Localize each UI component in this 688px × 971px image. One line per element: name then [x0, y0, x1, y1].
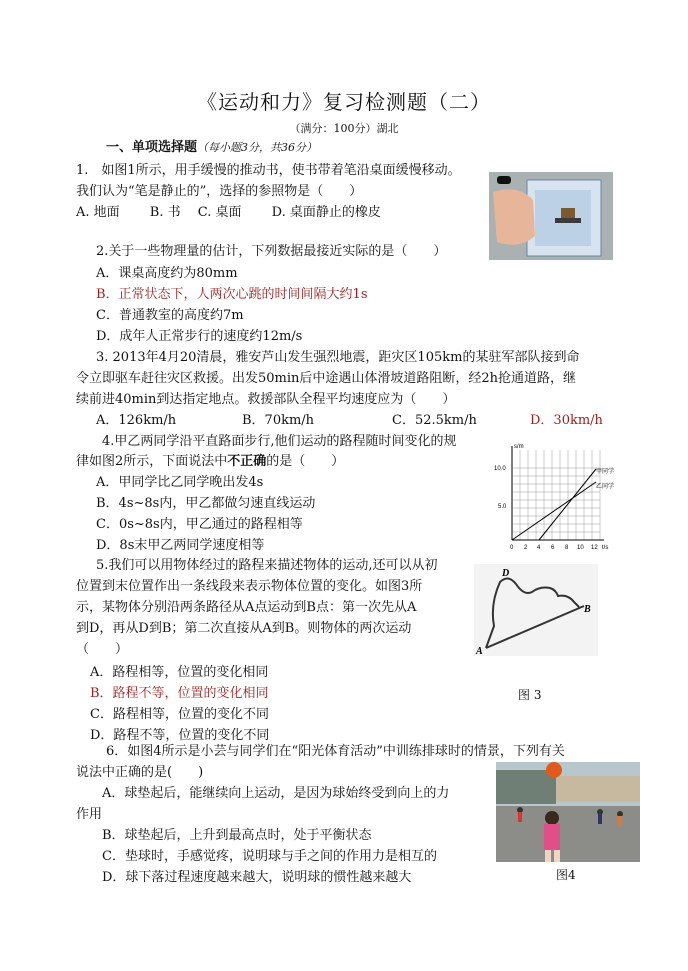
q2-option-c: C．普通教室的高度约7m	[96, 308, 244, 323]
q2-option-d: D．成年人正常步行的速度约12m/s	[96, 329, 303, 344]
q5-line3: 示，某物体分别沿两条路径从A点运动到B点：第一次先从A	[76, 600, 417, 615]
q6-line2: 说法中正确的是( )	[76, 765, 204, 780]
svg-text:10.0: 10.0	[494, 466, 506, 472]
section-heading	[106, 139, 317, 157]
q6-option-c: C．垫球时，手感觉疼，说明球与手之间的作用力是相互的	[102, 849, 437, 864]
svg-text:10: 10	[577, 545, 584, 551]
q5-option-c: C．路程相等，位置的变化不同	[90, 707, 269, 722]
section-title: 一、单项选择题	[106, 140, 198, 155]
svg-text:6: 6	[551, 545, 555, 551]
q5-option-d: D．路程不等，位置的变化不同	[90, 728, 270, 743]
figure-2-graph	[492, 440, 620, 556]
q5-line4: 到D，再从D到B；第二次直接从A到B。则物体的两次运动	[76, 621, 412, 636]
section-note: （每小题3分，共36分）	[197, 141, 318, 154]
q4-line2	[76, 453, 344, 471]
q5-line1: 5.我们可以用物体经过的路程来描述物体的运动,还可以从初	[96, 558, 438, 573]
svg-text:甲同学: 甲同学	[596, 469, 615, 475]
q3-option-a: A．126km/h	[96, 413, 177, 428]
q4-option-c: C．0s~8s内，甲乙通过的路程相等	[96, 517, 303, 532]
q2-option-b: B．正常状态下，人两次心跳的时间间隔大约1s	[96, 287, 368, 302]
q1-line2: 我们认为“笔是静止的”，选择的参照物是（ ）	[76, 184, 363, 199]
svg-text:2: 2	[524, 545, 528, 551]
q4-option-d: D．8s末甲乙两同学速度相等	[96, 538, 265, 553]
svg-text:4: 4	[537, 545, 541, 551]
q3-line1: 3. 2013年4月20清晨，雅安芦山发生强烈地震，距灾区105km的某驻军部队接到命	[96, 350, 580, 365]
point-a-label: A	[476, 646, 483, 656]
q3-option-c: C．52.5km/h	[392, 413, 477, 428]
hand-pushing-book-image	[489, 172, 613, 260]
q4-line2-a: 律如图2所示，下面说法中	[76, 454, 228, 469]
page-subtitle: （满分：100分）湖北	[289, 122, 399, 135]
q6-option-b: B．球垫起后，上升到最高点时，处于平衡状态	[102, 828, 372, 843]
svg-text:t/s: t/s	[602, 545, 609, 551]
point-d-label: D	[502, 568, 510, 579]
figure-3-caption: 图 3	[518, 688, 542, 702]
q3-line3: 续前进40min到达指定地点。救援部队全程平均速度应为（ ）	[76, 392, 456, 407]
q3-line2: 令立即驱车赶往灾区救援。出发50min后中途遇山体滑坡道路阻断，经2h抢通道路，继	[76, 371, 577, 386]
point-b-label: B	[584, 604, 591, 615]
q3-option-b: B．70km/h	[242, 413, 315, 428]
q5-line5: （ ）	[76, 642, 129, 657]
q6-option-a-cont: 作用	[76, 807, 103, 822]
q6-line1: 6．如图4所示是小芸与同学们在“阳光体育活动”中训练排球时的情景，下列有关	[106, 744, 565, 759]
q4-option-a: A．甲同学比乙同学晚出发4s	[96, 475, 264, 490]
q5-option-a: A．路程相等，位置的变化相同	[90, 665, 269, 680]
q2-stem: 2.关于一些物理量的估计，下列数据最接近实际的是（ ）	[96, 244, 447, 259]
page-title: 《运动和力》复习检测题（二）	[197, 90, 491, 114]
svg-text:8: 8	[565, 545, 569, 551]
volleyball-training-image	[496, 762, 640, 862]
q6-option-d: D．球下落过程速度越来越大，说明球的惯性越来越大	[102, 870, 412, 885]
q1-line1: 1. 如图1所示，用手缓慢的推动书，使书带着笔沿桌面缓慢移动。	[76, 163, 461, 178]
figure-3-path-diagram	[474, 564, 598, 656]
svg-text:s/m: s/m	[514, 444, 524, 450]
q4-line2-c: 的是（ ）	[266, 454, 345, 469]
q1-options: A. 地面 B. 书 C. 桌面 D. 桌面静止的橡皮	[76, 205, 381, 220]
q4-emphasis: 不正确	[227, 454, 267, 469]
q2-option-a: A．课桌高度约为80mm	[96, 266, 238, 281]
q4-option-b: B．4s~8s内，甲乙都做匀速直线运动	[96, 496, 316, 511]
svg-text:12: 12	[591, 545, 598, 551]
q5-line2: 位置到末位置作出一条线段来表示物体位置的变化。如图3所	[76, 579, 423, 594]
svg-text:0: 0	[510, 545, 514, 551]
q6-option-a: A．球垫起后，能继续向上运动，是因为球始终受到向上的力	[102, 786, 450, 801]
svg-text:乙同学: 乙同学	[596, 484, 615, 490]
figure-4-photo	[496, 762, 640, 862]
figure-4-caption: 图4	[556, 868, 576, 882]
svg-text:5.0: 5.0	[498, 504, 507, 510]
figure-1-photo	[489, 172, 613, 260]
q5-option-b: B．路程不等，位置的变化相同	[90, 686, 269, 701]
q3-option-d: D．30km/h	[530, 413, 603, 428]
q4-line1: 4.甲乙两同学沿平直路面步行,他们运动的路程随时间变化的规	[102, 434, 457, 449]
